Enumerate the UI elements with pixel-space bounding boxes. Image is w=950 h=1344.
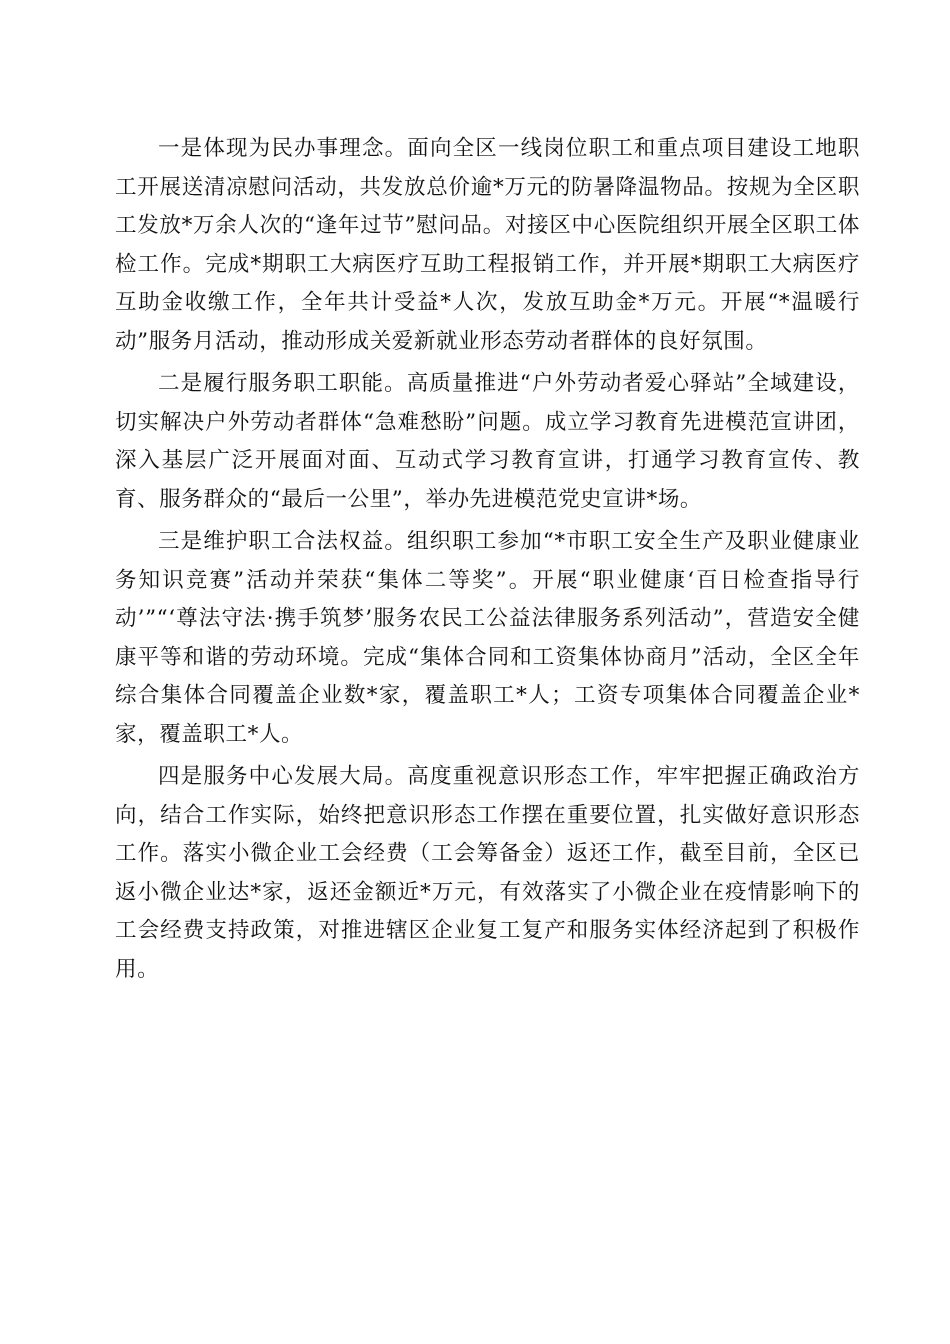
document-body [115,130,860,993]
paragraph-4: 四是服务中心发展大局。高度重视意识形态工作，牢牢把握正确政治方向，结合工作实际，始终把意识形态工作摆在重要位置，扎实做好意识形态工作。落实小微企业工会经费（工会筹备金）返还工作，截至目前，全区已返小微企业达*家，返还金额近*万元，有效落实了小微企业在疫情影响下的工会经费支持政策，对推进辖区企业复工复产和服务实体经济起到了积极作用。 [115,764,860,982]
paragraph-3: 三是维护职工合法权益。组织职工参加“*市职工安全生产及职业健康业务知识竞赛”活动并荣获“集体二等奖”。开展“职业健康‘百日检查指导行动’”“‘尊法守法·携手筑梦’服务农民工公益法律服务系列活动”，营造安全健康平等和谐的劳动环境。完成“集体合同和工资集体协商月”活动，全区全年综合集体合同覆盖企业数*家，覆盖职工*人；工资专项集体合同覆盖企业*家，覆盖职工*人。 [115,529,860,747]
paragraph-2: 二是履行服务职工职能。高质量推进“户外劳动者爱心驿站”全域建设，切实解决户外劳动者群体“急难愁盼”问题。成立学习教育先进模范宣讲团，深入基层广泛开展面对面、互动式学习教育宣讲，打通学习教育宣传、教育、服务群众的“最后一公里”，举办先进模范党史宣讲*场。 [115,371,860,512]
paragraph-1: 一是体现为民办事理念。面向全区一线岗位职工和重点项目建设工地职工开展送清凉慰问活动，共发放总价逾*万元的防暑降温物品。按规为全区职工发放*万余人次的“逢年过节”慰问品。对接区中心医院组织开展全区职工体检工作。完成*期职工大病医疗互助工程报销工作，并开展*期职工大病医疗互助金收缴工作，全年共计受益*人次，发放互助金*万元。开展“*温暖行动”服务月活动，推动形成关爱新就业形态劳动者群体的良好氛围。 [115,136,860,354]
